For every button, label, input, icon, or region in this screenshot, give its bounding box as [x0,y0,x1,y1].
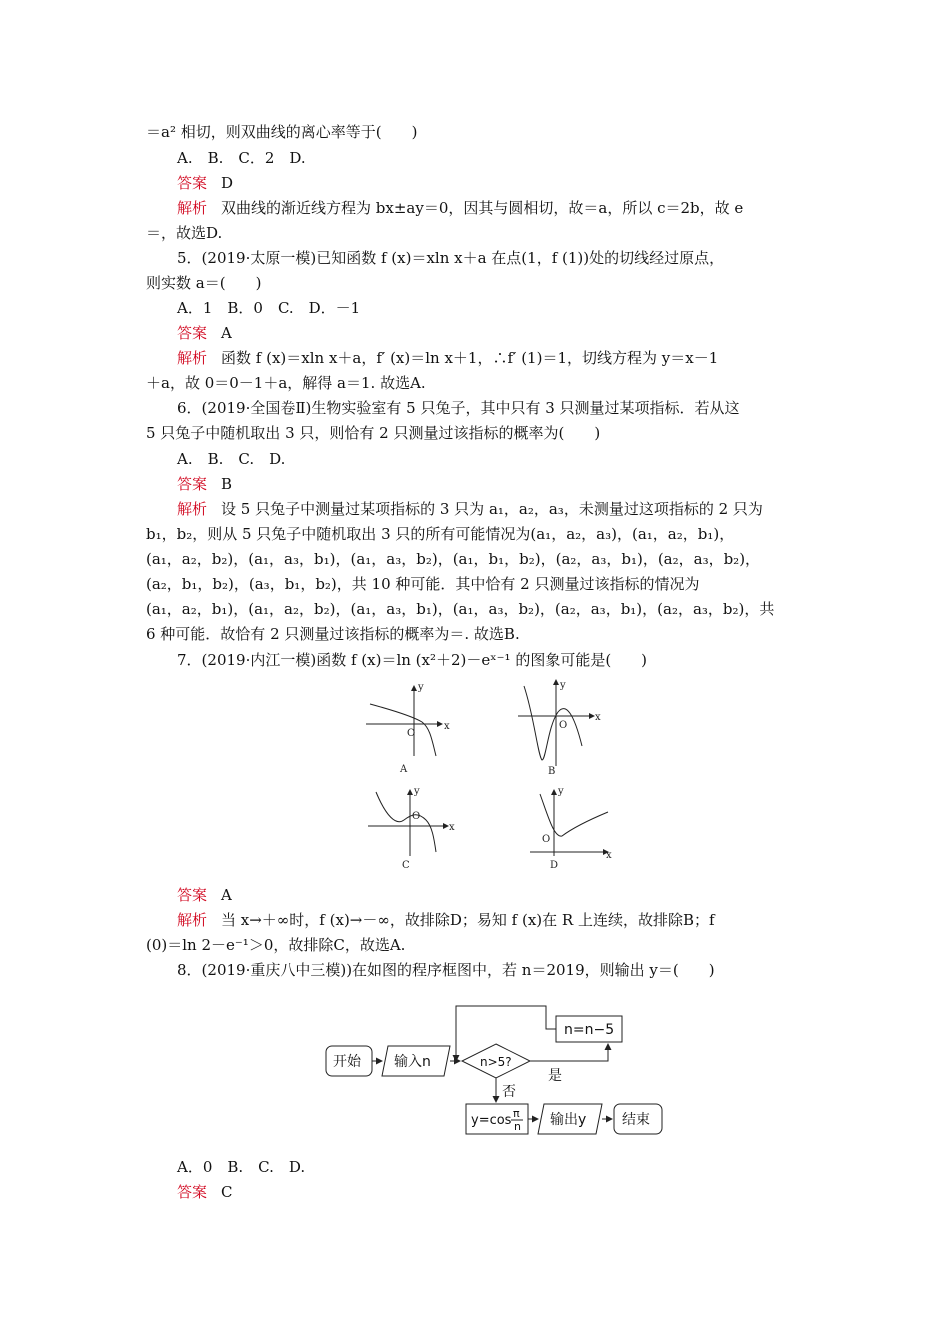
flow-output-label: 输出y [550,1112,587,1128]
q4-analysis-line [177,198,743,218]
analysis-label: 解析 [177,199,208,217]
q6-stem-1: 6．(2019·全国卷Ⅱ)生物实验室有 5 只兔子，其中只有 3 只测量过某项指标．若从这 [177,399,740,417]
graph-a-origin-label: O [407,728,416,739]
q7-analysis-line [177,910,715,930]
graph-c-origin-label: O [412,811,421,822]
graph-d-caption: D [550,860,559,871]
graph-c-caption: C [402,860,410,871]
flow-input-label: 输入n [394,1054,431,1070]
q6-analysis-6: 6 种可能．故恰有 2 只测量过该指标的概率为＝. 故选B. [146,625,520,643]
analysis-label: 解析 [177,349,208,367]
q4-stem-cont: ＝a² 相切，则双曲线的离心率等于( ) [146,123,418,141]
q6-analysis-2: b₁，b₂，则从 5 只兔子中随机取出 3 只的所有可能情况为(a₁，a₂，a₃)，(a₁，a₂，b₁)， [146,525,735,543]
analysis-label: 解析 [177,500,208,518]
q6-analysis-3: (a₁，a₂，b₂)，(a₁，a₃，b₁)，(a₁，a₃，b₂)，(a₁，b₁，b₂)，(a₂，a₃，b₁)，(a₂，a₃，b₂)， [146,550,761,568]
q7-analysis-1: 当 x→＋∞时，f (x)→－∞，故排除D；易知 f (x)在 R 上连续，故排除B；f [221,911,715,929]
q4-analysis-2: ＝，故选D. [146,224,223,242]
answer-label: 答案 [177,324,208,342]
q5-analysis-1: 函数 f (x)＝xln x＋a，f′ (x)＝ln x＋1，∴f′ (1)＝1，切线方程为 y＝x－1 [221,349,719,367]
graph-a-y-label: y [418,682,424,693]
graph-b-y-label: y [560,680,566,691]
q8-answer: C [221,1183,233,1201]
q6-analysis-5: (a₁，a₂，b₁)，(a₁，a₂，b₂)，(a₁，a₃，b₁)，(a₁，a₃，b₂)，(a₂，a₃，b₁)，(a₂，a₃，b₂)，共 [146,600,775,618]
q6-answer: B [221,475,233,493]
flow-yes-label: 是 [548,1068,562,1084]
q5-answer-line [177,323,232,343]
flow-assign-lhs: y=cos [471,1113,512,1128]
graph-d-y-label: y [558,786,564,797]
graph-option-d [530,790,608,856]
q5-answer: A [221,324,232,342]
q4-options: A. B. C．2 D. [177,149,306,167]
q4-answer-line [177,173,233,193]
flow-condition-label: n>5? [480,1055,512,1069]
q6-analysis-line [177,499,763,519]
q4-analysis-1: 双曲线的渐近线方程为 bx±ay＝0，因其与圆相切，故＝a，所以 c＝2b，故 e [221,199,744,217]
q7-answer: A [221,886,232,904]
q7-analysis-2: (0)＝ln 2－e⁻¹＞0，故排除C，故选A. [146,936,406,954]
answer-label: 答案 [177,475,208,493]
q8-stem: 8．(2019·重庆八中三模))在如图的程序框图中，若 n＝2019，则输出 y＝( ) [177,961,715,979]
graph-b-origin-label: O [559,720,568,731]
q6-answer-line [177,474,232,494]
analysis-label: 解析 [177,911,208,929]
answer-label: 答案 [177,886,208,904]
q7-graph-options-figure [352,676,622,876]
q5-stem-2: 则实数 a＝( ) [146,274,262,292]
graph-option-a [366,686,442,756]
graph-a-x-label: x [444,721,450,732]
q5-stem-1: 5．(2019·太原一模)已知函数 f (x)＝xln x＋a 在点(1，f (1))处的切线经过原点， [177,249,725,267]
graph-a-caption: A [400,764,408,775]
q6-stem-2: 5 只兔子中随机取出 3 只，则恰有 2 只测量过该指标的概率为( ) [146,424,601,442]
q8-answer-line [177,1182,233,1202]
graph-b-caption: B [548,766,556,777]
q5-analysis-line [177,348,718,368]
graph-c-x-label: x [449,822,455,833]
graph-option-c [368,790,448,856]
q7-answer-line [177,885,232,905]
flow-no-label: 否 [502,1084,516,1100]
graph-d-x-label: x [606,850,612,861]
graph-b-x-label: x [595,712,601,723]
q5-options: A．1 B．0 C. D．－1 [177,299,361,317]
q7-stem: 7．(2019·内江一模)函数 f (x)＝ln (x²＋2)－eˣ⁻¹ 的图象可能是( ) [177,651,648,669]
answer-label: 答案 [177,174,208,192]
q8-options: A．0 B. C. D. [177,1158,306,1176]
flow-assign-numerator: π [513,1107,520,1120]
flow-update-label: n=n−5 [564,1022,615,1038]
answer-label: 答案 [177,1183,208,1201]
q6-analysis-1: 设 5 只兔子中测量过某项指标的 3 只为 a₁，a₂，a₃，未测量过这项指标的 2 只为 [221,500,763,518]
q6-analysis-4: (a₂，b₁，b₂)，(a₃，b₁，b₂)，共 10 种可能．其中恰有 2 只测量过该指标的情况为 [146,575,700,593]
graph-d-origin-label: O [542,834,551,845]
flow-assign-denominator: n [514,1120,521,1133]
graph-c-y-label: y [414,786,420,797]
flow-start-label: 开始 [333,1054,361,1070]
q6-options: A. B. C. D. [177,450,286,468]
graph-option-b [518,680,594,766]
q5-analysis-2: ＋a，故 0＝0－1＋a，解得 a＝1. 故选A. [146,374,426,392]
flow-end-label: 结束 [622,1112,650,1128]
q8-flowchart [320,1000,680,1140]
q4-answer: D [221,174,234,192]
